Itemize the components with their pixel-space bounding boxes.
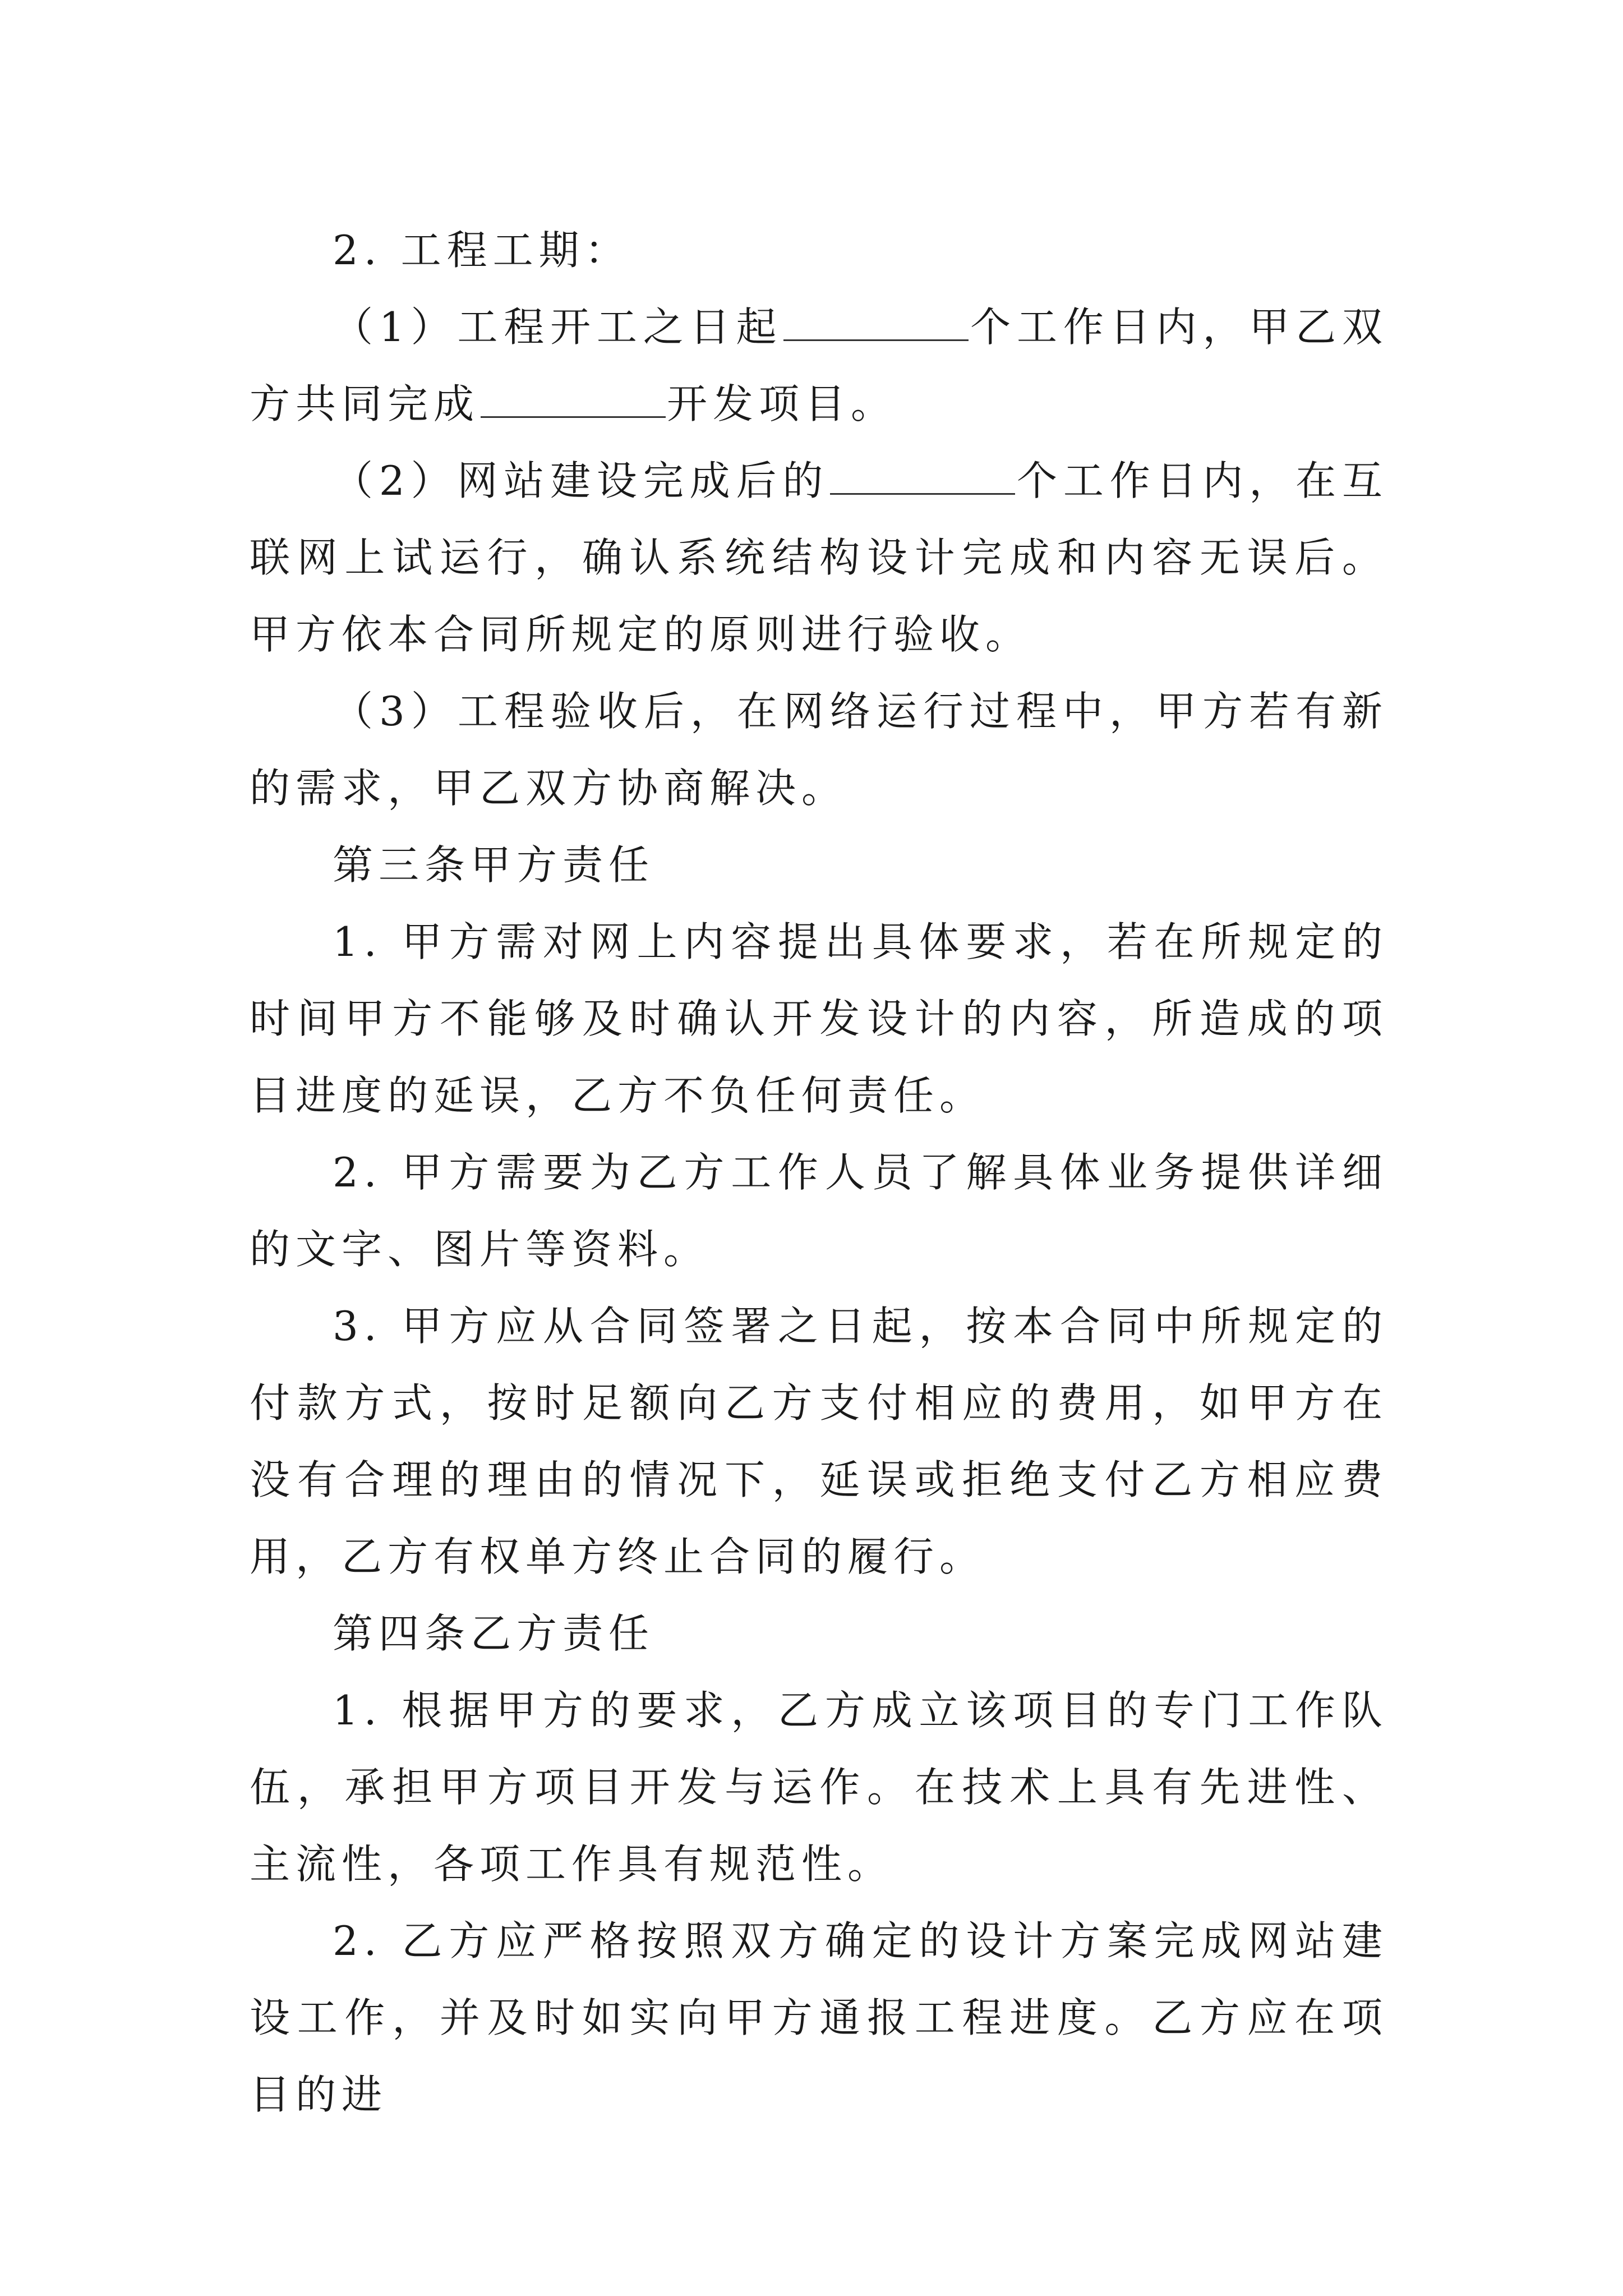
paragraph-text: 个工作日内，甲乙双方共同完成 [250, 303, 1388, 427]
clause-schedule-heading [250, 212, 1388, 289]
paragraph-text: （2）网站建设完成后的 [333, 457, 829, 504]
paragraph-party-b-2 [250, 1903, 1388, 2133]
paragraph-text: 2. 工程工期： [333, 227, 631, 274]
fill-in-blank[interactable] [830, 459, 1015, 495]
article-3-heading [250, 827, 1388, 904]
paragraph-party-a-3 [250, 1288, 1388, 1595]
paragraph-text: 1. 根据甲方的要求，乙方成立该项目的专门工作队伍，承担甲方项目开发与运作。在技术上具有先进性、主流性，各项工作具有规范性。 [250, 1687, 1388, 1888]
paragraph-party-b-1 [250, 1672, 1388, 1903]
paragraph-party-a-1 [250, 904, 1388, 1134]
fill-in-blank[interactable] [481, 383, 666, 418]
paragraph-text: 开发项目。 [667, 380, 897, 427]
paragraph-text: 第四条乙方责任 [333, 1610, 655, 1657]
paragraph-schedule-3 [250, 673, 1388, 827]
paragraph-text: 3. 甲方应从合同签署之日起，按本合同中所规定的付款方式，按时足额向乙方支付相应的费用，如甲方在没有合理的理由的情况下，延误或拒绝支付乙方相应费用，乙方有权单方终止合同的履行。 [250, 1303, 1388, 1580]
paragraph-schedule-2 [250, 443, 1388, 673]
paragraph-text: 个工作日内，在互联网上试运行，确认系统结构设计完成和内容无误后。甲方依本合同所规定的原则进行验收。 [250, 457, 1388, 658]
document-body [250, 212, 1388, 2133]
paragraph-text: 2. 甲方需要为乙方工作人员了解具体业务提供详细的文字、图片等资料。 [250, 1149, 1388, 1273]
paragraph-text: （3）工程验收后，在网络运行过程中，甲方若有新的需求，甲乙双方协商解决。 [250, 688, 1388, 812]
paragraph-party-a-2 [250, 1134, 1388, 1288]
paragraph-text: 1. 甲方需对网上内容提出具体要求，若在所规定的时间甲方不能够及时确认开发设计的内容，所造成的项目进度的延误，乙方不负任何责任。 [250, 918, 1388, 1119]
article-4-heading [250, 1595, 1388, 1672]
paragraph-text: 第三条甲方责任 [333, 841, 655, 889]
paragraph-text: 2. 乙方应严格按照双方确定的设计方案完成网站建设工作，并及时如实向甲方通报工程进度。乙方应在项目的进 [250, 1917, 1388, 2118]
fill-in-blank[interactable] [783, 306, 969, 341]
paragraph-text: （1）工程开工之日起 [333, 303, 783, 351]
paragraph-schedule-1 [250, 289, 1388, 443]
